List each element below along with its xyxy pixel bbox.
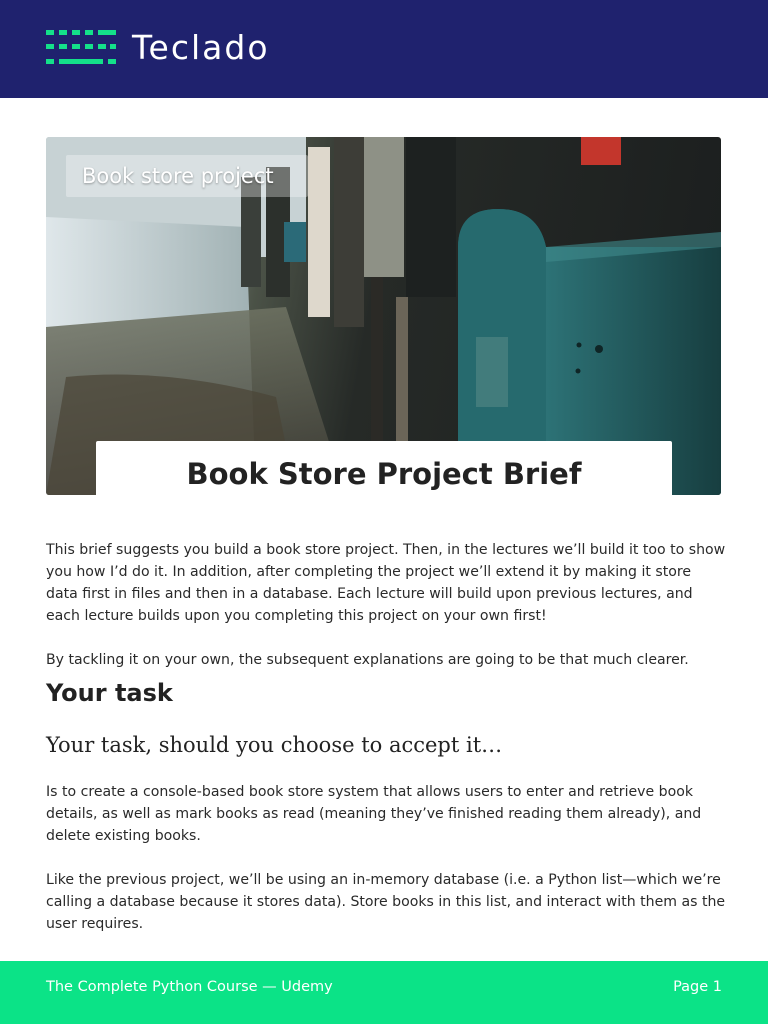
- intro-paragraph: This brief suggests you build a book store project. Then, in the lectures we’ll build it too to show you how I’d do it. In addition, after completing the project we’ll extend it by making it store data first in files and then in a database. Each lecture will build upon previous lectures, and each lecture builds upon you completing this project on your own first!: [46, 542, 726, 624]
- section-subheading: Your task, should you choose to accept it…: [46, 733, 503, 757]
- database-paragraph: Like the previous project, we’ll be using an in-memory database (i.e. a Python list—which we’re calling a database because it stores data). Store books in this list, and interact with them as the user requires.: [46, 872, 726, 932]
- page-title: Book Store Project Brief: [186, 457, 582, 491]
- page-header: [0, 0, 768, 98]
- hero-tag: Book store project: [66, 155, 308, 197]
- task-paragraph: Is to create a console-based book store system that allows users to enter and retrieve book details, as well as mark books as read (meaning they’ve finished reading them already), and delete existing books.: [46, 784, 702, 844]
- page-number: Page 1: [673, 979, 722, 995]
- page-footer: [0, 961, 768, 1024]
- brand-name: Teclado: [132, 28, 270, 67]
- section-heading: Your task: [46, 679, 173, 707]
- teclado-logo-icon: [46, 28, 118, 68]
- title-card: [96, 441, 672, 495]
- hero-image: [46, 137, 721, 495]
- course-name: The Complete Python Course — Udemy: [46, 979, 333, 995]
- tackling-paragraph: By tackling it on your own, the subsequent explanations are going to be that much clearer.: [46, 652, 689, 668]
